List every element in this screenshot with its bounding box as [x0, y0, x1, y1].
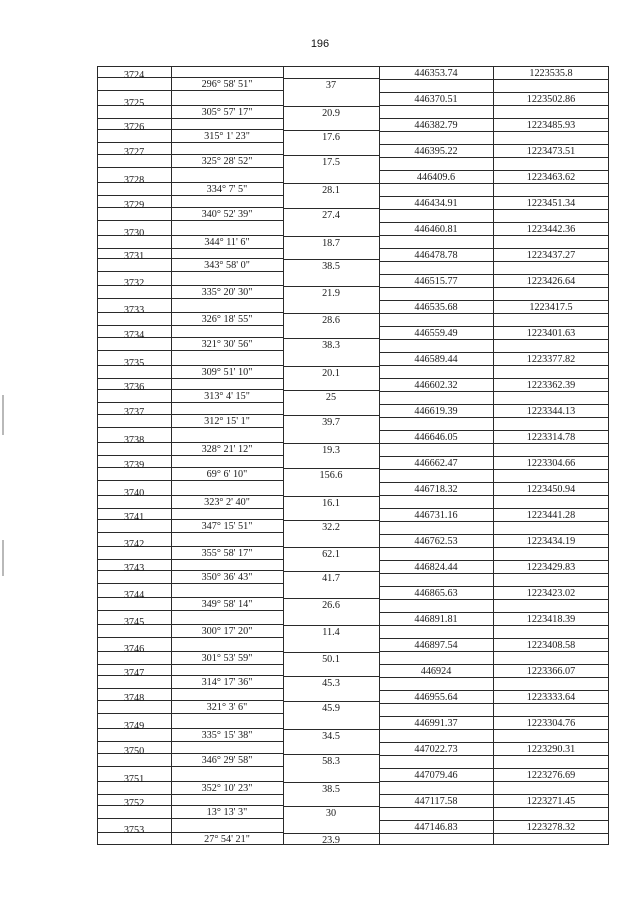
distance-cell: 19.3	[322, 445, 340, 456]
point-number-cell: 3734	[123, 330, 145, 341]
table-row-rule	[379, 560, 609, 561]
point-number-cell: 3745	[123, 617, 145, 628]
y-coordinate-cell: 1223362.39	[526, 380, 576, 391]
point-number-cell: 3726	[123, 122, 145, 133]
distance-cell: 18.7	[322, 238, 340, 249]
x-coordinate-cell: 446662.47	[414, 458, 458, 469]
bearing-angle-cell: 326° 18' 55"	[201, 314, 253, 325]
table-row-rule	[283, 833, 379, 834]
bearing-angle-cell: 335° 20' 30"	[201, 287, 253, 298]
bearing-angle-cell: 328° 21' 12"	[201, 444, 253, 455]
point-number-cell: 3742	[123, 539, 145, 550]
point-number-cell: 3725	[123, 98, 145, 109]
point-number-cell: 3749	[123, 721, 145, 732]
table-row-rule	[379, 690, 609, 691]
table-row-rule	[379, 612, 609, 613]
bearing-angle-cell: 321° 30' 56"	[201, 339, 253, 350]
point-number-cell: 3753	[123, 825, 145, 836]
table-row-rule	[283, 496, 379, 497]
distance-cell: 62.1	[322, 549, 340, 560]
y-coordinate-cell: 1223473.51	[526, 146, 576, 157]
table-row-rule	[283, 806, 379, 807]
y-coordinate-cell: 1223314.78	[526, 432, 576, 443]
point-number-cell: 3752	[123, 798, 145, 809]
distance-cell: 37	[325, 80, 337, 91]
scan-artifact	[2, 395, 4, 435]
table-row-rule	[379, 508, 609, 509]
table-row-rule	[379, 482, 609, 483]
table-row-rule	[283, 78, 379, 79]
y-coordinate-cell: 1223304.66	[526, 458, 576, 469]
scan-artifact	[2, 540, 4, 576]
distance-cell: 16.1	[322, 498, 340, 509]
point-number-cell: 3740	[123, 488, 145, 499]
y-coordinate-cell: 1223434.19	[526, 536, 576, 547]
x-coordinate-cell: 446991.37	[414, 718, 458, 729]
bearing-angle-cell: 312° 15' 1"	[204, 416, 250, 427]
bearing-angle-cell: 347° 15' 51"	[201, 521, 253, 532]
x-coordinate-cell: 446395.22	[414, 146, 458, 157]
table-top-border	[97, 66, 609, 67]
y-coordinate-cell: 1223463.62	[526, 172, 576, 183]
point-number-cell: 3747	[123, 668, 145, 679]
point-number-cell: 3728	[123, 175, 145, 186]
table-row-rule	[283, 729, 379, 730]
distance-cell: 21.9	[322, 288, 340, 299]
x-coordinate-cell: 446718.32	[414, 484, 458, 495]
table-row-rule	[379, 352, 609, 353]
point-number-cell: 3730	[123, 228, 145, 239]
y-coordinate-cell: 1223344.13	[526, 406, 576, 417]
distance-cell: 28.1	[322, 185, 340, 196]
bearing-angle-cell: 300° 17' 20"	[201, 626, 253, 637]
table-row-rule	[283, 782, 379, 783]
bearing-angle-cell: 321° 3' 6"	[206, 702, 248, 713]
distance-cell: 17.5	[322, 157, 340, 168]
y-coordinate-cell: 1223423.02	[526, 588, 576, 599]
table-row-rule	[283, 106, 379, 107]
point-number-cell: 3732	[123, 278, 145, 289]
x-coordinate-cell: 446762.53	[414, 536, 458, 547]
bearing-angle-cell: 335° 15' 38"	[201, 730, 253, 741]
distance-cell: 20.9	[322, 108, 340, 119]
bearing-angle-cell: 334° 7' 5"	[206, 184, 248, 195]
bearing-angle-cell: 346° 29' 58"	[201, 755, 253, 766]
table-row-rule	[379, 716, 609, 717]
y-coordinate-cell: 1223417.5	[529, 302, 573, 313]
table-row-rule	[379, 534, 609, 535]
x-coordinate-cell: 446460.81	[414, 224, 458, 235]
x-coordinate-cell: 446731.16	[414, 510, 458, 521]
bearing-angle-cell: 27° 54' 21"	[204, 834, 250, 845]
point-number-cell: 3746	[123, 644, 145, 655]
x-coordinate-cell: 447146.83	[414, 822, 458, 833]
table-row-rule	[283, 652, 379, 653]
table-row-rule	[283, 366, 379, 367]
x-coordinate-cell: 446409.6	[416, 172, 456, 183]
y-coordinate-cell: 1223271.45	[526, 796, 576, 807]
y-coordinate-cell: 1223429.83	[526, 562, 576, 573]
x-coordinate-cell: 446891.81	[414, 614, 458, 625]
x-coordinate-cell: 446589.44	[414, 354, 458, 365]
table-row-rule	[283, 571, 379, 572]
y-coordinate-cell: 1223408.58	[526, 640, 576, 651]
x-coordinate-cell: 446353.74	[414, 68, 458, 79]
x-coordinate-cell: 446559.49	[414, 328, 458, 339]
table-row-rule	[379, 248, 609, 249]
table-row-rule	[283, 208, 379, 209]
y-coordinate-cell: 1223333.64	[526, 692, 576, 703]
y-coordinate-cell: 1223442.36	[526, 224, 576, 235]
table-row-rule	[283, 259, 379, 260]
y-coordinate-cell: 1223437.27	[526, 250, 576, 261]
x-coordinate-cell: 446382.79	[414, 120, 458, 131]
y-coordinate-cell: 1223418.39	[526, 614, 576, 625]
bearing-angle-cell: 313° 4' 15"	[204, 391, 250, 402]
point-number-cell: 3729	[123, 200, 145, 211]
bearing-angle-cell: 301° 53' 59"	[201, 653, 253, 664]
bearing-angle-cell: 349° 58' 14"	[201, 599, 253, 610]
y-coordinate-cell: 1223401.63	[526, 328, 576, 339]
table-row-rule	[379, 378, 609, 379]
distance-cell: 28.6	[322, 315, 340, 326]
table-row-rule	[283, 443, 379, 444]
y-coordinate-cell: 1223450.94	[526, 484, 576, 495]
table-row-rule	[283, 754, 379, 755]
point-number-cell: 3724	[123, 70, 145, 81]
point-number-cell: 3743	[123, 563, 145, 574]
table-row-rule	[283, 390, 379, 391]
x-coordinate-cell: 446824.44	[414, 562, 458, 573]
point-number-cell: 3736	[123, 382, 145, 393]
x-coordinate-cell: 446619.39	[414, 406, 458, 417]
table-row-rule	[283, 155, 379, 156]
point-number-cell: 3735	[123, 358, 145, 369]
x-coordinate-cell: 447117.58	[414, 796, 458, 807]
table-row-rule	[379, 586, 609, 587]
distance-cell: 41.7	[322, 573, 340, 584]
distance-cell: 39.7	[322, 417, 340, 428]
distance-cell: 17.6	[322, 132, 340, 143]
table-row-rule	[283, 676, 379, 677]
x-coordinate-cell: 447022.73	[414, 744, 458, 755]
table-row-rule	[379, 196, 609, 197]
y-coordinate-cell: 1223502.86	[526, 94, 576, 105]
x-coordinate-cell: 446370.51	[414, 94, 458, 105]
bearing-angle-cell: 13° 13' 3"	[206, 807, 248, 818]
point-number-cell: 3738	[123, 435, 145, 446]
table-row-rule	[283, 415, 379, 416]
table-row-rule	[379, 326, 609, 327]
bearing-angle-cell: 325° 28' 52"	[201, 156, 253, 167]
table-row-rule	[379, 456, 609, 457]
table-row-rule	[283, 598, 379, 599]
x-coordinate-cell: 446535.68	[414, 302, 458, 313]
table-row-rule	[379, 430, 609, 431]
point-number-cell: 3727	[123, 147, 145, 158]
table-row-rule	[283, 520, 379, 521]
x-coordinate-cell: 446865.63	[414, 588, 458, 599]
point-number-cell: 3750	[123, 746, 145, 757]
x-coordinate-cell: 446478.78	[414, 250, 458, 261]
distance-cell: 32.2	[322, 522, 340, 533]
distance-cell: 38.3	[322, 340, 340, 351]
distance-cell: 58.3	[322, 756, 340, 767]
table-row-rule	[379, 664, 609, 665]
bearing-angle-cell: 343° 58' 0"	[204, 260, 250, 271]
table-row-rule	[283, 183, 379, 184]
distance-cell: 34.5	[322, 731, 340, 742]
y-coordinate-cell: 1223377.82	[526, 354, 576, 365]
x-coordinate-cell: 446955.64	[414, 692, 458, 703]
table-row-rule	[283, 286, 379, 287]
distance-cell: 25	[325, 392, 337, 403]
table-row-rule	[379, 638, 609, 639]
point-number-cell: 3733	[123, 305, 145, 316]
y-coordinate-cell: 1223276.69	[526, 770, 576, 781]
bearing-angle-cell: 323° 2' 40"	[204, 497, 250, 508]
point-number-cell: 3731	[123, 251, 145, 262]
distance-cell: 20.1	[322, 368, 340, 379]
bearing-angle-cell: 315° 1' 23"	[204, 131, 250, 142]
x-coordinate-cell: 446602.32	[414, 380, 458, 391]
table-row-rule	[379, 300, 609, 301]
x-coordinate-cell: 446897.54	[414, 640, 458, 651]
distance-cell: 38.5	[322, 261, 340, 272]
distance-cell: 30	[325, 808, 337, 819]
distance-cell: 156.6	[319, 470, 343, 481]
x-coordinate-cell: 446434.91	[414, 198, 458, 209]
coordinates-table	[97, 66, 609, 845]
point-number-cell: 3744	[123, 590, 145, 601]
table-row-rule	[379, 768, 609, 769]
bearing-angle-cell: 344° 11' 6"	[204, 237, 250, 248]
distance-cell: 23.9	[322, 835, 340, 846]
point-number-cell: 3741	[123, 512, 145, 523]
y-coordinate-cell: 1223535.8	[529, 68, 573, 79]
y-coordinate-cell: 1223441.28	[526, 510, 576, 521]
table-row-rule	[379, 404, 609, 405]
x-coordinate-cell: 446646.05	[414, 432, 458, 443]
table-row-rule	[379, 794, 609, 795]
y-coordinate-cell: 1223366.07	[526, 666, 576, 677]
point-number-cell: 3739	[123, 460, 145, 471]
table-row-rule	[283, 338, 379, 339]
bearing-angle-cell: 350° 36' 43"	[201, 572, 253, 583]
distance-cell: 27.4	[322, 210, 340, 221]
x-coordinate-cell: 447079.46	[414, 770, 458, 781]
table-row-rule	[283, 547, 379, 548]
x-coordinate-cell: 446924	[420, 666, 452, 677]
bearing-angle-cell: 314° 17' 36"	[201, 677, 253, 688]
page-number: 196	[310, 38, 330, 50]
distance-cell: 45.3	[322, 678, 340, 689]
bearing-angle-cell: 340° 52' 39"	[201, 209, 253, 220]
table-row-rule	[283, 130, 379, 131]
table-row-rule	[379, 820, 609, 821]
bearing-angle-cell: 69° 6' 10"	[206, 469, 248, 480]
bearing-angle-cell: 305° 57' 17"	[201, 107, 253, 118]
y-coordinate-cell: 1223426.64	[526, 276, 576, 287]
table-row-rule	[283, 313, 379, 314]
table-row-rule	[379, 742, 609, 743]
table-row-rule	[379, 274, 609, 275]
y-coordinate-cell: 1223451.34	[526, 198, 576, 209]
table-row-rule	[379, 118, 609, 119]
distance-cell: 11.4	[322, 627, 340, 638]
table-row-rule	[283, 468, 379, 469]
y-coordinate-cell: 1223304.76	[526, 718, 576, 729]
bearing-angle-cell: 352° 10' 23"	[201, 783, 253, 794]
point-number-cell: 3737	[123, 407, 145, 418]
table-row-rule	[283, 236, 379, 237]
bearing-angle-cell: 355° 58' 17"	[201, 548, 253, 559]
point-number-cell: 3751	[123, 774, 145, 785]
table-row-rule	[379, 170, 609, 171]
bearing-angle-cell: 296° 58' 51"	[201, 79, 253, 90]
table-row-rule	[379, 144, 609, 145]
x-coordinate-cell: 446515.77	[414, 276, 458, 287]
bearing-angle-cell: 309° 51' 10"	[201, 367, 253, 378]
y-coordinate-cell: 1223485.93	[526, 120, 576, 131]
y-coordinate-cell: 1223290.31	[526, 744, 576, 755]
distance-cell: 38.5	[322, 784, 340, 795]
point-number-cell: 3748	[123, 693, 145, 704]
distance-cell: 50.1	[322, 654, 340, 665]
distance-cell: 26.6	[322, 600, 340, 611]
distance-cell: 45.9	[322, 703, 340, 714]
table-row-rule	[283, 701, 379, 702]
y-coordinate-cell: 1223278.32	[526, 822, 576, 833]
table-row-rule	[283, 625, 379, 626]
table-row-rule	[379, 92, 609, 93]
table-row-rule	[379, 222, 609, 223]
